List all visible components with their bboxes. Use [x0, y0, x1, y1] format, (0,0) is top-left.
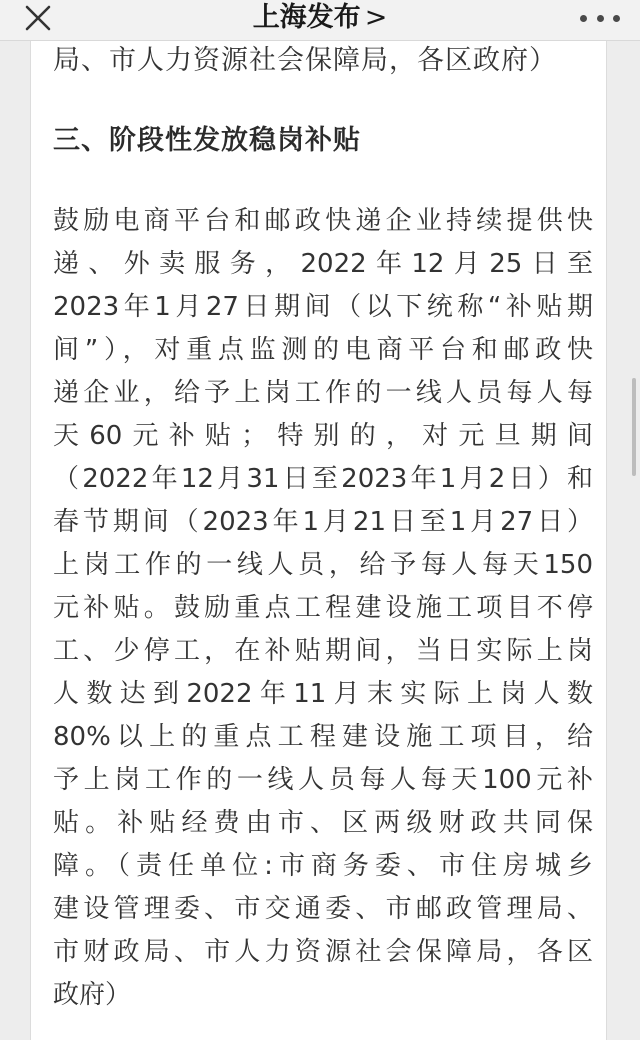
paragraph-line: （2022年12月31日至2023年1月2日）和 [53, 464, 593, 494]
more-options-button[interactable] [580, 6, 620, 30]
chevron-right-icon[interactable]: > [364, 2, 388, 33]
paragraph-line: 递企业，给予上岗工作的一线人员每人每 [53, 378, 593, 408]
scrollbar-thumb[interactable] [632, 378, 636, 476]
paragraph-line: 上岗工作的一线人员，给予每人每天150 [53, 550, 593, 580]
paragraph-line: 鼓励电商平台和邮政快递企业持续提供快 [53, 206, 593, 236]
clipped-text-line: 局、市人力资源社会保障局，各区政府） [53, 45, 557, 76]
paragraph-line: 予上岗工作的一线人员每人每天100元补 [53, 765, 593, 795]
paragraph-line: 工、少停工，在补贴期间，当日实际上岗 [53, 636, 593, 666]
paragraph-line: 春节期间（2023年1月21日至1月27日） [53, 507, 593, 537]
more-dot-icon [597, 15, 604, 22]
account-name[interactable]: 上海发布 [252, 2, 361, 33]
page-title[interactable] [0, 0, 640, 36]
paragraph-line: 贴。补贴经费由市、区两级财政共同保 [53, 808, 593, 838]
article-content [30, 30, 607, 1040]
section-heading: 三、阶段性发放稳岗补贴 [53, 125, 361, 156]
article-paragraph [53, 200, 593, 1017]
paragraph-line: 市财政局、市人力资源社会保障局，各区 [53, 937, 593, 967]
paragraph-line: 障。（责任单位:市商务委、市住房城乡 [53, 851, 593, 881]
paragraph-line: 2023年1月27日期间（以下统称“补贴期 [53, 292, 593, 322]
paragraph-line: 间”），对重点监测的电商平台和邮政快 [53, 335, 593, 365]
paragraph-line: 人数达到2022年11月末实际上岗人数 [53, 679, 593, 709]
paragraph-line: 元补贴。鼓励重点工程建设施工项目不停 [53, 593, 593, 623]
more-dot-icon [580, 15, 587, 22]
paragraph-line: 天60元补贴；特别的，对元旦期间 [53, 421, 593, 451]
paragraph-line: 政府） [53, 980, 132, 1010]
top-navigation-bar [0, 0, 640, 41]
paragraph-line: 80%以上的重点工程建设施工项目，给 [53, 722, 593, 752]
more-dot-icon [613, 15, 620, 22]
close-icon [23, 3, 53, 33]
paragraph-line: 递、外卖服务，2022年12月25日至 [53, 249, 593, 279]
paragraph-line: 建设管理委、市交通委、市邮政管理局、 [53, 894, 593, 924]
close-button[interactable] [18, 0, 58, 36]
